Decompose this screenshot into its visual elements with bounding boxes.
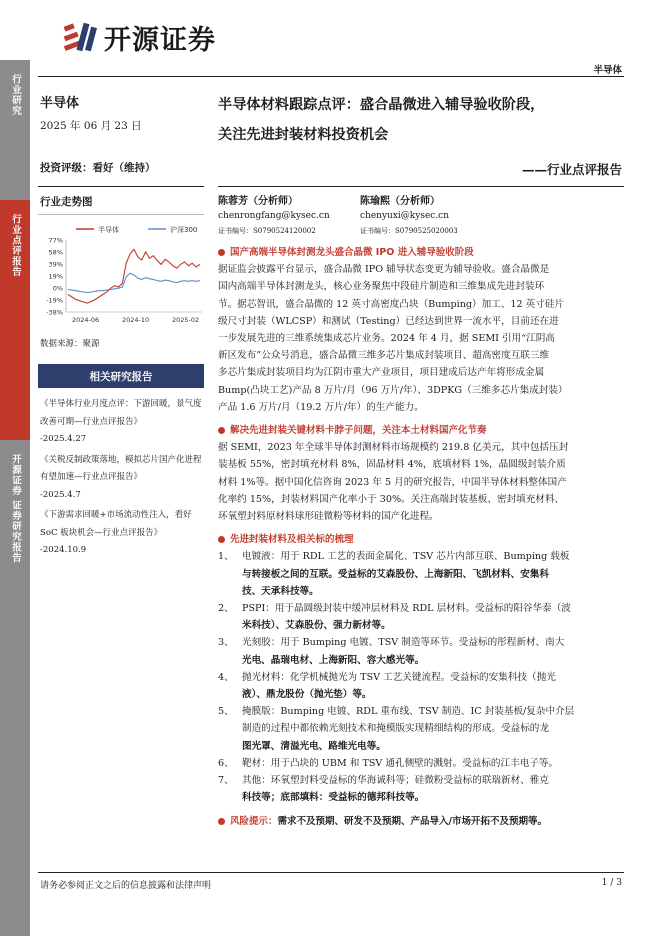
item-number: 2、 <box>218 603 234 615</box>
risk-label: 风险提示： <box>230 815 278 827</box>
analyst-divider <box>218 186 624 187</box>
item-line: 科技等；底部填料：受益标的德邦科技等。 <box>242 792 425 804</box>
item-line: 电镀液：用于 RDL 工艺的表面金属化、TSV 芯片内部互联、Bumping 载板 <box>242 551 570 563</box>
report-title <box>218 90 628 150</box>
section-1-paragraph <box>218 261 626 416</box>
item-line: PSPI：用于晶圆级封装中缓冲层材料及 RDL 层材料。受益标的阳谷华泰（波 <box>242 603 571 615</box>
footer-divider <box>38 872 624 873</box>
related-report-title: 《半导体行业月度点评：下游回暖，景气度改善可期—行业点评报告》 <box>40 399 202 427</box>
series-line <box>68 273 200 292</box>
analyst-name: 陈蓉芳（分析师） <box>218 196 298 207</box>
sidebar-top-block <box>0 60 30 200</box>
paragraph-line: 新区发布”公众号消息，盛合晶微三维多芯片集成封装项目、超高密度互联三维 <box>218 350 550 362</box>
section-heading-text: 国产高端半导体封测龙头盛合晶微 IPO 进入辅导验收阶段 <box>230 247 474 258</box>
related-report-title: 《关税反制政策落地，模拟芯片国产化进程有望加速—行业点评报告》 <box>40 454 202 482</box>
left-divider <box>38 186 204 187</box>
item-line: 靶材：用于凸块的 UBM 和 TSV 通孔侧壁的溅射。受益标的江丰电子等。 <box>242 757 559 769</box>
paragraph-line: 环氧塑封料原材料球形硅微粉等材料的国产化进程。 <box>218 511 439 523</box>
report-title-line1: 半导体材料跟踪点评：盛合晶微进入辅导验收阶段， <box>218 97 545 113</box>
y-tick-label: -38% <box>46 308 63 317</box>
material-item <box>218 755 626 772</box>
material-item <box>218 669 626 703</box>
footer-disclaimer: 请务必参阅正文之后的信息披露和法律声明 <box>40 881 212 891</box>
section-heading-text: 解决先进封装关键材料卡脖子问题，关注本土材料国产化节奏 <box>230 425 487 437</box>
section-2-paragraph <box>218 439 626 525</box>
item-body <box>242 755 626 772</box>
item-line: 其他：环氧塑封料受益标的华海诚科等；硅微粉受益标的联瑞新材、雅克 <box>242 775 549 787</box>
legend-label: 沪深300 <box>170 226 198 234</box>
y-tick-label: 19% <box>48 272 63 281</box>
item-number: 6、 <box>218 757 234 769</box>
header-divider <box>38 76 624 77</box>
paragraph-line: 装基板 55%，密封填充材料 8%，固晶材料 4%，底填材料 1%，晶圆级封装介质 <box>218 459 566 471</box>
item-body <box>242 600 626 634</box>
item-line: 掩膜版：Bumping 电镀、RDL 重布线、TSV 制造、IC 封装基板/复杂中介层 <box>242 706 575 718</box>
item-body <box>242 669 626 703</box>
analyst-email[interactable]: chenrongfang@kysec.cn <box>218 211 330 221</box>
paragraph-line: 据证监会披露平台显示，盛合晶微 IPO 辅导状态变更为辅导验收。盛合晶微是 <box>218 264 550 276</box>
material-item <box>218 548 626 600</box>
paragraph-line: 一步发展先进的三维系统集成芯片业务。2024 年 4 月，据 SEMI 引用“江阴高 <box>218 333 555 345</box>
item-line: 图光罩、清溢光电、路维光电等。 <box>242 740 386 752</box>
trend-title: 行业走势图 <box>40 196 93 208</box>
analyst-2 <box>360 194 458 239</box>
x-tick-label: 2024-06 <box>72 316 100 324</box>
bullet-icon <box>218 427 225 434</box>
paragraph-line: 节。据芯智讯，盛合晶微的 12 英寸高密度凸块（Bumping）加工、12 英寸硅片 <box>218 298 565 310</box>
brand-logo <box>62 18 216 57</box>
related-reports-title: 相关研究报告 <box>38 364 204 388</box>
item-body <box>242 772 626 806</box>
item-body <box>242 548 626 600</box>
y-tick-label: -19% <box>46 296 63 305</box>
sidebar <box>0 0 30 936</box>
related-report-date: -2025.4.27 <box>40 434 87 444</box>
item-body <box>242 703 626 755</box>
related-report-date: -2024.10.9 <box>40 545 87 555</box>
y-tick-label: 58% <box>48 248 63 257</box>
item-line: 抛光材料：化学机械抛光为 TSV 工艺关键流程。受益标的安集科技（抛光 <box>242 671 556 683</box>
sidebar-top-label: 行业研究 <box>10 74 21 116</box>
chart-source: 数据来源：聚源 <box>40 339 100 349</box>
bullet-icon <box>218 536 225 543</box>
section-heading-1 <box>218 244 626 261</box>
related-report-item[interactable] <box>40 396 206 449</box>
related-reports-list <box>40 396 206 563</box>
paragraph-line: Bump(凸块工艺)产品 8 万片/月（96 万片/年）、3DPKG（三维多芯片集成封装） <box>218 384 568 396</box>
trend-divider <box>38 214 204 215</box>
investment-rating: 投资评级：看好（维持） <box>40 162 156 174</box>
item-line: 液）、鼎龙股份（抛光垫）等。 <box>242 689 372 701</box>
analyst-1 <box>218 194 330 239</box>
paragraph-line: 多芯片集成封装项目均为江阴市重大产业项目，项目建成后达产年将形成金属 <box>218 367 545 379</box>
sidebar-bottom-block <box>0 440 30 936</box>
brand-name: 开源证券 <box>104 25 216 56</box>
related-report-title: 《下游需求回暖+市场流动性注入，看好 SoC 板块机会—行业点评报告》 <box>40 510 192 538</box>
item-number: 1、 <box>218 551 234 563</box>
section-heading-3 <box>218 531 626 548</box>
paragraph-line: 产品 1.6 万片/月（19.2 万片/年）的生产能力。 <box>218 401 424 413</box>
report-title-line2: 关注先进封装材料投资机会 <box>218 127 389 143</box>
item-number: 5、 <box>218 706 234 718</box>
paragraph-line: 化率约 15%，封装材料国产化率小于 30%。关注高端封装基板、密封填充材料、 <box>218 493 565 505</box>
item-number: 3、 <box>218 637 234 649</box>
analyst-email[interactable]: chenyuxi@kysec.cn <box>360 211 450 221</box>
brand-logo-icon <box>62 21 98 55</box>
page-number: 1 / 3 <box>601 878 622 888</box>
bullet-icon <box>218 818 225 825</box>
analyst-cert: 证书编号：S0790525020003 <box>360 227 458 235</box>
y-tick-label: 39% <box>48 260 63 269</box>
y-tick-label: 0% <box>52 284 63 293</box>
sidebar-bottom-label: 开源证券 证券研究报告 <box>10 454 21 564</box>
item-line: 光电、晶瑞电材、上海新阳、容大感光等。 <box>242 654 425 666</box>
y-tick-label: 77% <box>48 236 63 245</box>
bullet-icon <box>218 249 225 256</box>
material-item <box>218 703 626 755</box>
analyst-cert: 证书编号：S0790524120002 <box>218 227 316 235</box>
sidebar-mid-block <box>0 200 30 440</box>
risk-warning <box>218 813 626 830</box>
industry-name: 半导体 <box>40 96 80 111</box>
item-body <box>242 634 626 668</box>
item-line: 米科技）、艾森股份、强力新材等。 <box>242 620 391 632</box>
section-heading-2 <box>218 422 626 439</box>
sector-tag: 半导体 <box>593 65 622 76</box>
material-item <box>218 634 626 668</box>
trend-chart <box>36 222 206 332</box>
report-subtitle: ——行业点评报告 <box>521 162 622 177</box>
x-tick-label: 2025-02 <box>172 316 200 324</box>
item-line: 技、天承科技等。 <box>242 585 319 597</box>
item-line: 光刻胶：用于 Bumping 电镀、TSV 制造等环节。受益标的彤程新材、南大 <box>242 637 565 649</box>
risk-text: 需求不及预期、研发不及预期、产品导入/市场开拓不及预期等。 <box>277 815 547 827</box>
paragraph-line: 据 SEMI，2023 年全球半导体封测材料市场规模约 219.8 亿美元，其中包括压封 <box>218 442 569 454</box>
section-heading-text: 先进封装材料及相关标的梳理 <box>230 534 354 546</box>
trend-chart-svg <box>36 222 206 332</box>
paragraph-line: 国内高端半导体封测龙头，核心业务聚焦中段硅片制造和三维集成先进封装环 <box>218 281 545 293</box>
item-number: 4、 <box>218 671 234 683</box>
item-line: 与转接板之间的互联。受益标的艾森股份、上海新阳、飞凯材料、安集科 <box>242 568 549 580</box>
analyst-name: 陈瑜熙（分析师） <box>360 196 440 207</box>
material-item <box>218 772 626 806</box>
sidebar-mid-label: 行业点评报告 <box>10 214 21 277</box>
material-item <box>218 600 626 634</box>
x-tick-label: 2024-10 <box>122 316 150 324</box>
report-date: 2025 年 06 月 23 日 <box>40 120 142 132</box>
related-report-date: -2025.4.7 <box>40 489 81 500</box>
paragraph-line: 级尺寸封装（WLCSP）和测试（Testing）已经达到世界一流水平，目前还在进 <box>218 315 559 327</box>
series-line <box>68 249 200 303</box>
report-body <box>218 244 626 830</box>
item-line: 制造的过程中都依赖光刻技术和掩模版实现精细结构的形成。受益标的龙 <box>242 723 549 735</box>
related-report-item[interactable] <box>40 507 206 560</box>
paragraph-line: 材料 1%等。据中国化信咨询 2023 年 5 月的研究报告，中国半导体材料整体国产 <box>218 476 567 488</box>
legend-label: 半导体 <box>98 226 119 234</box>
item-number: 7、 <box>218 775 234 787</box>
related-report-item[interactable] <box>40 452 206 505</box>
